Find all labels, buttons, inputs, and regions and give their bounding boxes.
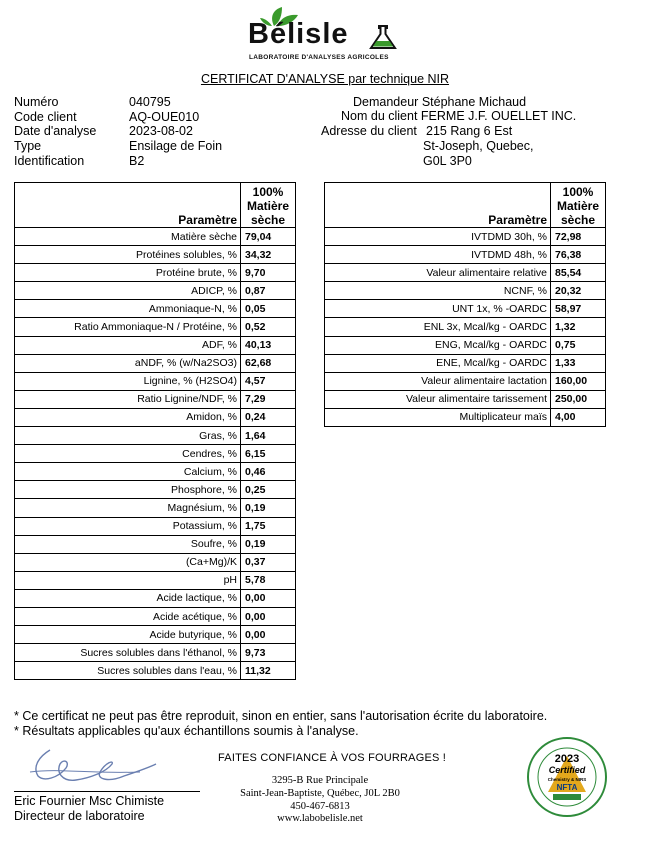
parameter-cell: UNT 1x, % -OARDC: [325, 300, 551, 318]
flask-icon: [368, 24, 398, 50]
value-cell: 62,68: [241, 354, 296, 372]
table-row: [325, 228, 606, 246]
value-cell: 0,46: [241, 463, 296, 481]
value-cell: 4,57: [241, 372, 296, 390]
table-row: [325, 372, 606, 390]
table-row: [15, 427, 296, 445]
value-cell: 0,00: [241, 589, 296, 607]
table-row: [15, 372, 296, 390]
value-cell: 9,73: [241, 644, 296, 662]
seal-ribbon: [553, 794, 581, 800]
logo-wordmark: Bélisle: [248, 18, 349, 50]
parameter-cell: Acide butyrique, %: [15, 626, 241, 644]
value-cell: 72,98: [551, 228, 606, 246]
info-value: 2023-08-02: [129, 124, 193, 139]
value-cell: 0,25: [241, 481, 296, 499]
results-table-left-body: [15, 183, 296, 680]
parameter-cell: Lignine, % (H2SO4): [15, 372, 241, 390]
parameter-cell: Valeur alimentaire lactation: [325, 372, 551, 390]
value-cell: 85,54: [551, 264, 606, 282]
value-cell: 76,38: [551, 246, 606, 264]
info-label: Numéro: [14, 95, 59, 109]
parameter-cell: Gras, %: [15, 427, 241, 445]
table-row: [325, 282, 606, 300]
parameter-cell: Ratio Ammoniaque-N / Protéine, %: [15, 318, 241, 336]
table-row: [15, 607, 296, 625]
parameter-cell: ENE, Mcal/kg - OARDC: [325, 354, 551, 372]
table-row: [15, 499, 296, 517]
value-cell: 0,75: [551, 336, 606, 354]
table-row: [15, 626, 296, 644]
value-cell: 1,32: [551, 318, 606, 336]
table-row: [15, 535, 296, 553]
lab-address-city: Saint-Jean-Baptiste, Québec, J0L 2B0: [240, 788, 400, 799]
parameter-cell: pH: [15, 571, 241, 589]
table-row: [15, 481, 296, 499]
table-row: [15, 463, 296, 481]
parameter-cell: Valeur alimentaire relative: [325, 264, 551, 282]
table-row: [15, 264, 296, 282]
requester-value: Stéphane Michaud: [421, 95, 527, 109]
parameter-cell: Ammoniaque-N, %: [15, 300, 241, 318]
address-line-2: St-Joseph, Quebec,: [423, 139, 534, 153]
value-cell: 40,13: [241, 336, 296, 354]
results-table-right: [324, 182, 606, 427]
value-cell: 0,52: [241, 318, 296, 336]
seal-subtitle: Chemistry & NIRS: [547, 777, 587, 782]
table-row: [15, 318, 296, 336]
parameter-cell: ENG, Mcal/kg - OARDC: [325, 336, 551, 354]
company-logo: [248, 6, 408, 66]
parameter-cell: (Ca+Mg)/K: [15, 553, 241, 571]
parameter-cell: Soufre, %: [15, 535, 241, 553]
info-label: Code client: [14, 109, 77, 124]
signature-image: [20, 742, 160, 790]
parameter-cell: ENL 3x, Mcal/kg - OARDC: [325, 318, 551, 336]
table-row: [15, 445, 296, 463]
parameter-cell: Sucres solubles dans l'eau, %: [15, 662, 241, 680]
certificate-title: CERTIFICAT D'ANALYSE par technique NIR: [200, 72, 450, 86]
address-line-3: G0L 3P0: [423, 154, 472, 168]
table-row: [15, 589, 296, 607]
value-cell: 7,29: [241, 390, 296, 408]
table-row: [15, 553, 296, 571]
parameter-cell: NCNF, %: [325, 282, 551, 300]
table-row: [325, 264, 606, 282]
parameter-cell: ADF, %: [15, 336, 241, 354]
nfta-certification-seal: [526, 736, 608, 818]
address-line-1: 215 Rang 6 Est: [426, 124, 513, 138]
value-cell: 0,00: [241, 607, 296, 625]
value-cell: 0,19: [241, 499, 296, 517]
table-row: [15, 390, 296, 408]
value-cell: 0,00: [241, 626, 296, 644]
column-header-dry-matter: [241, 183, 296, 228]
info-label: Date d'analyse: [14, 124, 97, 139]
table-row: [325, 408, 606, 426]
table-row: [325, 336, 606, 354]
parameter-cell: Multiplicateur maïs: [325, 408, 551, 426]
table-row: [15, 662, 296, 680]
client-name-value: FERME J.F. OUELLET INC.: [420, 109, 577, 123]
parameter-cell: Phosphore, %: [15, 481, 241, 499]
parameter-cell: Cendres, %: [15, 445, 241, 463]
seal-certified: Certified: [548, 765, 586, 775]
parameter-cell: Calcium, %: [15, 463, 241, 481]
parameter-cell: Ratio Lignine/NDF, %: [15, 390, 241, 408]
value-cell: 250,00: [551, 390, 606, 408]
parameter-cell: Acide acétique, %: [15, 607, 241, 625]
value-cell: 58,97: [551, 300, 606, 318]
column-header-parameter: Paramètre: [15, 183, 241, 228]
column-header-line: 100%: [252, 185, 284, 199]
table-row: [15, 354, 296, 372]
table-row: [15, 408, 296, 426]
table-row: [15, 517, 296, 535]
value-cell: 9,70: [241, 264, 296, 282]
parameter-cell: Matière sèche: [15, 228, 241, 246]
value-cell: 160,00: [551, 372, 606, 390]
parameter-cell: Valeur alimentaire tarissement: [325, 390, 551, 408]
lab-phone: 450-467-6813: [290, 801, 350, 812]
table-row: [15, 300, 296, 318]
table-header-row: [325, 183, 606, 228]
lab-website[interactable]: www.labobelisle.net: [277, 813, 363, 824]
address-label: Adresse du client: [321, 124, 417, 138]
results-table-right-body: [325, 183, 606, 427]
parameter-cell: Acide lactique, %: [15, 589, 241, 607]
logo-tagline: LABORATOIRE D'ANALYSES AGRICOLES: [249, 54, 389, 61]
table-row: [325, 318, 606, 336]
info-label: Identification: [14, 153, 85, 168]
table-row: [325, 390, 606, 408]
seal-year: 2023: [554, 753, 580, 765]
parameter-cell: Protéines solubles, %: [15, 246, 241, 264]
value-cell: 0,05: [241, 300, 296, 318]
results-table-left: [14, 182, 296, 680]
value-cell: 0,24: [241, 408, 296, 426]
parameter-cell: aNDF, % (w/Na2SO3): [15, 354, 241, 372]
requester-row: [353, 95, 526, 110]
value-cell: 11,32: [241, 662, 296, 680]
column-header-line: sèche: [560, 213, 596, 227]
info-value: B2: [129, 153, 145, 168]
info-label: Type: [14, 139, 42, 154]
value-cell: 1,33: [551, 354, 606, 372]
parameter-cell: IVTDMD 30h, %: [325, 228, 551, 246]
parameter-cell: Protéine brute, %: [15, 264, 241, 282]
column-header-line: 100%: [562, 185, 594, 199]
value-cell: 0,87: [241, 282, 296, 300]
client-name-label: Nom du client: [341, 109, 418, 123]
column-header-line: Matière: [556, 199, 600, 213]
signature-line: [14, 791, 200, 792]
table-row: [325, 246, 606, 264]
table-row: [325, 300, 606, 318]
client-name-row: [341, 109, 576, 124]
table-row: [15, 644, 296, 662]
signatory-role: Directeur de laboratoire: [14, 809, 145, 823]
info-value: AQ-OUE010: [129, 109, 200, 124]
seal-org: NFTA: [556, 783, 578, 792]
value-cell: 0,37: [241, 553, 296, 571]
table-row: [15, 246, 296, 264]
value-cell: 4,00: [551, 408, 606, 426]
column-header-dry-matter: [551, 183, 606, 228]
table-row: [15, 228, 296, 246]
note-reproduction: * Ce certificat ne peut pas être reproduit, sinon en entier, sans l'autorisation écrite du laboratoire.: [14, 709, 548, 723]
info-value: 040795: [129, 95, 171, 109]
table-header-row: [15, 183, 296, 228]
table-row: [325, 354, 606, 372]
signatory-name: Eric Fournier Msc Chimiste: [14, 794, 165, 808]
parameter-cell: Potassium, %: [15, 517, 241, 535]
value-cell: 34,32: [241, 246, 296, 264]
column-header-line: Matière: [246, 199, 290, 213]
parameter-cell: Magnésium, %: [15, 499, 241, 517]
slogan: FAITES CONFIANCE À VOS FOURRAGES !: [218, 752, 447, 764]
note-applicability: * Résultats applicables qu'aux échantillons soumis à l'analyse.: [14, 724, 359, 738]
value-cell: 79,04: [241, 228, 296, 246]
lab-address-street: 3295-B Rue Principale: [271, 775, 369, 786]
parameter-cell: Amidon, %: [15, 408, 241, 426]
value-cell: 5,78: [241, 571, 296, 589]
table-row: [15, 282, 296, 300]
table-row: [15, 571, 296, 589]
requester-label: Demandeur: [353, 95, 419, 109]
value-cell: 6,15: [241, 445, 296, 463]
value-cell: 20,32: [551, 282, 606, 300]
column-header-line: sèche: [250, 213, 286, 227]
value-cell: 0,19: [241, 535, 296, 553]
table-row: [15, 336, 296, 354]
column-header-parameter: Paramètre: [325, 183, 551, 228]
value-cell: 1,75: [241, 517, 296, 535]
info-value: Ensilage de Foin: [129, 139, 223, 154]
parameter-cell: IVTDMD 48h, %: [325, 246, 551, 264]
parameter-cell: Sucres solubles dans l'éthanol, %: [15, 644, 241, 662]
value-cell: 1,64: [241, 427, 296, 445]
parameter-cell: ADICP, %: [15, 282, 241, 300]
